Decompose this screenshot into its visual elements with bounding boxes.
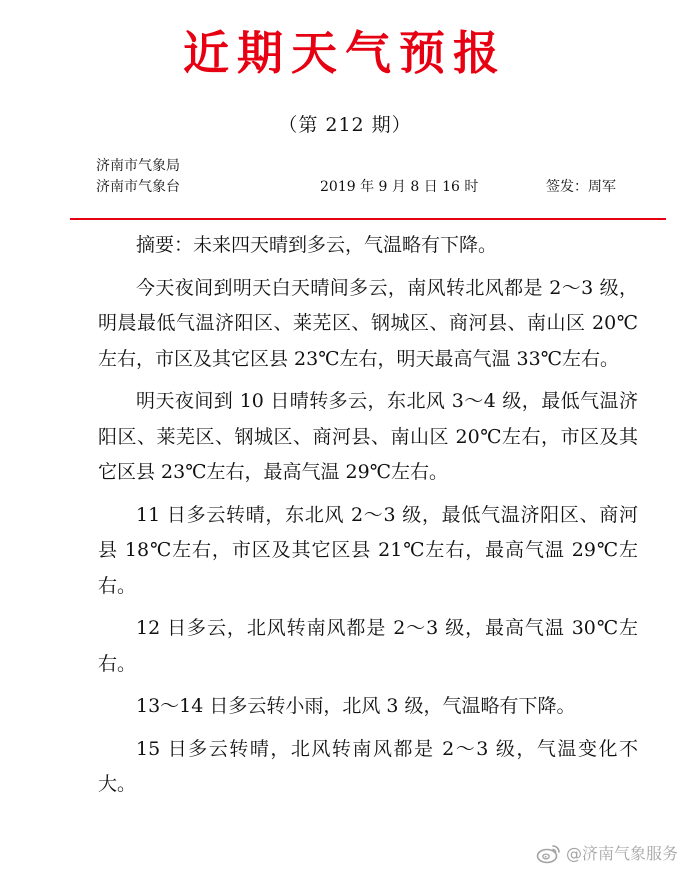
forecast-paragraph: 明天夜间到 10 日晴转多云，东北风 3～4 级，最低气温济阳区、莱芜区、钢城区、商河县、南山区 20℃左右，市区及其它区县 23℃左右，最高气温 29℃左右。 [98, 390, 638, 483]
signer: 签发：周军 [546, 179, 616, 195]
issue-number: （第 212 期） [278, 114, 412, 136]
issuing-bureau: 济南市气象局 [96, 158, 180, 174]
forecast-paragraph: 今天夜间到明天白天晴间多云，南风转北风都是 2～3 级，明晨最低气温济阳区、莱芜区、钢城区、商河县、南山区 20℃左右，市区及其它区县 23℃左右，明天最高气温 33℃左右。 [98, 276, 638, 370]
forecast-paragraph: 12 日多云，北风转南风都是 2～3 级，最高气温 30℃左右。 [98, 617, 638, 675]
forecast-body [98, 228, 638, 810]
document-title: 近期天气预报 [183, 26, 507, 80]
summary-paragraph: 摘要：未来四天晴到多云，气温略有下降。 [136, 234, 498, 256]
header-divider [70, 218, 666, 220]
forecast-paragraph: 11 日多云转晴，东北风 2～3 级，最低气温济阳区、商河县 18℃左右，市区及其它区县 21℃左右，最高气温 29℃左右。 [98, 503, 638, 597]
weibo-icon [536, 842, 562, 864]
issuing-observatory: 济南市气象台 [96, 179, 180, 195]
forecast-paragraph: 13～14 日多云转小雨，北风 3 级，气温略有下降。 [136, 695, 576, 717]
forecast-paragraph: 15 日多云转晴，北风转南风都是 2～3 级，气温变化不大。 [98, 737, 638, 795]
watermark-text: @济南气象服务 [565, 844, 678, 863]
issue-datetime: 2019 年 9 月 8 日 16 时 [320, 179, 479, 195]
watermark [536, 841, 678, 864]
